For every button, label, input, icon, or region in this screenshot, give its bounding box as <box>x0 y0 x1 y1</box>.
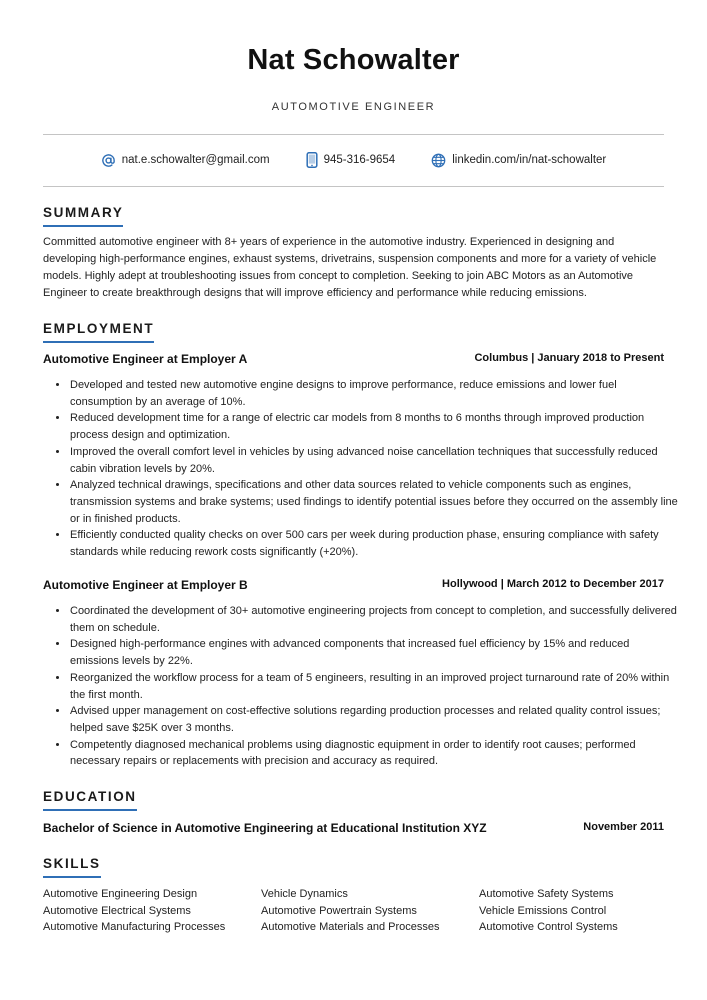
job-header-b <box>43 578 664 592</box>
header-divider-bottom <box>43 186 664 187</box>
phone-text: 945-316-9654 <box>323 154 396 166</box>
education-entry <box>43 821 664 835</box>
list-item: • Analyzed technical drawings, specifications and other data sources related to vehicle components such as engines, transmission systems and brake systems; used findings to identify potential issues before they occurred on the assembly line or in finished products. <box>69 477 679 527</box>
skill-item: Automotive Powertrain Systems <box>261 904 417 917</box>
list-item: • Reorganized the workflow process for a team of 5 engineers, resulting in an improved project turnaround rate of 20% within the first month. <box>69 670 679 703</box>
education-date: November 2011 <box>583 821 664 833</box>
list-item: • Reduced development time for a range of electric car models from 8 months to 6 months through improved production process design and optimization. <box>69 410 679 443</box>
skill-item: Automotive Materials and Processes <box>261 921 440 934</box>
education-heading: EDUCATION <box>43 789 137 811</box>
contact-linkedin[interactable] <box>431 153 606 168</box>
skill-item: Vehicle Dynamics <box>261 888 348 900</box>
at-sign-icon <box>101 153 116 168</box>
job-bullets-a <box>43 377 679 561</box>
contact-email[interactable] <box>101 153 270 168</box>
job-title-b: Automotive Engineer at Employer B <box>43 578 248 592</box>
list-item: • Designed high-performance engines with advanced components that increased fuel efficiency by 15% and reduced emissions levels by 22%. <box>69 636 679 669</box>
header-divider-top <box>43 134 664 135</box>
job-header-a <box>43 352 664 366</box>
summary-text: Committed automotive engineer with 8+ years of experience in the automotive industry. Experienced in designing and developing high-performance engines, exhaust systems, drivetrains, suspension components and more for a variety of vehicle models. Highly adept at troubleshooting issues from concept to completion. Seeking to join ABC Motors as an Automotive Engineer to create breakthrough designs that will improve efficiency and performance while reducing emissions. <box>43 236 657 299</box>
skills-heading: SKILLS <box>43 856 101 878</box>
list-item: • Developed and tested new automotive engine designs to improve performance, reduce emissions and lower fuel consumption by an average of 10%. <box>69 377 679 410</box>
job-title: AUTOMOTIVE ENGINEER <box>271 101 436 113</box>
list-item: • Advised upper management on cost-effective solutions regarding production processes and related quality control issues; helped save $25K over 3 months. <box>69 703 679 736</box>
skill-item: Automotive Electrical Systems <box>43 904 191 917</box>
summary-heading: SUMMARY <box>43 205 123 227</box>
skill-item: Vehicle Emissions Control <box>479 904 607 917</box>
list-item: • Competently diagnosed mechanical problems using diagnostic equipment in order to identify root causes; performed necessary repairs or replacements with precision and accuracy as required. <box>69 737 679 770</box>
skill-item: Automotive Manufacturing Processes <box>43 921 226 934</box>
candidate-name: Nat Schowalter <box>247 44 460 76</box>
degree-text: Bachelor of Science in Automotive Engineering at Educational Institution XYZ <box>43 821 487 835</box>
globe-icon <box>431 153 446 168</box>
employment-heading: EMPLOYMENT <box>43 321 154 343</box>
skill-item: Automotive Engineering Design <box>43 888 198 900</box>
list-item: • Improved the overall comfort level in vehicles by using advanced noise cancellation techniques that successfully reduced cabin vibration levels by 20%. <box>69 444 679 477</box>
job-meta-b: Hollywood | March 2012 to December 2017 <box>442 578 664 590</box>
list-item: • Efficiently conducted quality checks on over 500 cars per week during production phase, ensuring compliance with safety standards while reducing rework costs significantly (+20%). <box>69 527 679 560</box>
job-meta-a: Columbus | January 2018 to Present <box>474 352 664 364</box>
skill-item: Automotive Control Systems <box>479 921 618 934</box>
linkedin-text: linkedin.com/in/nat-schowalter <box>452 154 607 166</box>
contact-bar <box>43 150 664 170</box>
skills-grid <box>43 886 683 936</box>
phone-icon <box>306 152 318 168</box>
skill-item: Automotive Safety Systems <box>479 888 614 900</box>
job-bullets-b <box>43 603 679 770</box>
email-text: nat.e.schowalter@gmail.com <box>121 154 270 166</box>
job-title-a: Automotive Engineer at Employer A <box>43 352 248 366</box>
list-item: • Coordinated the development of 30+ automotive engineering projects from concept to completion, and successfully delivered them on schedule. <box>69 603 679 636</box>
contact-phone[interactable] <box>306 152 396 168</box>
